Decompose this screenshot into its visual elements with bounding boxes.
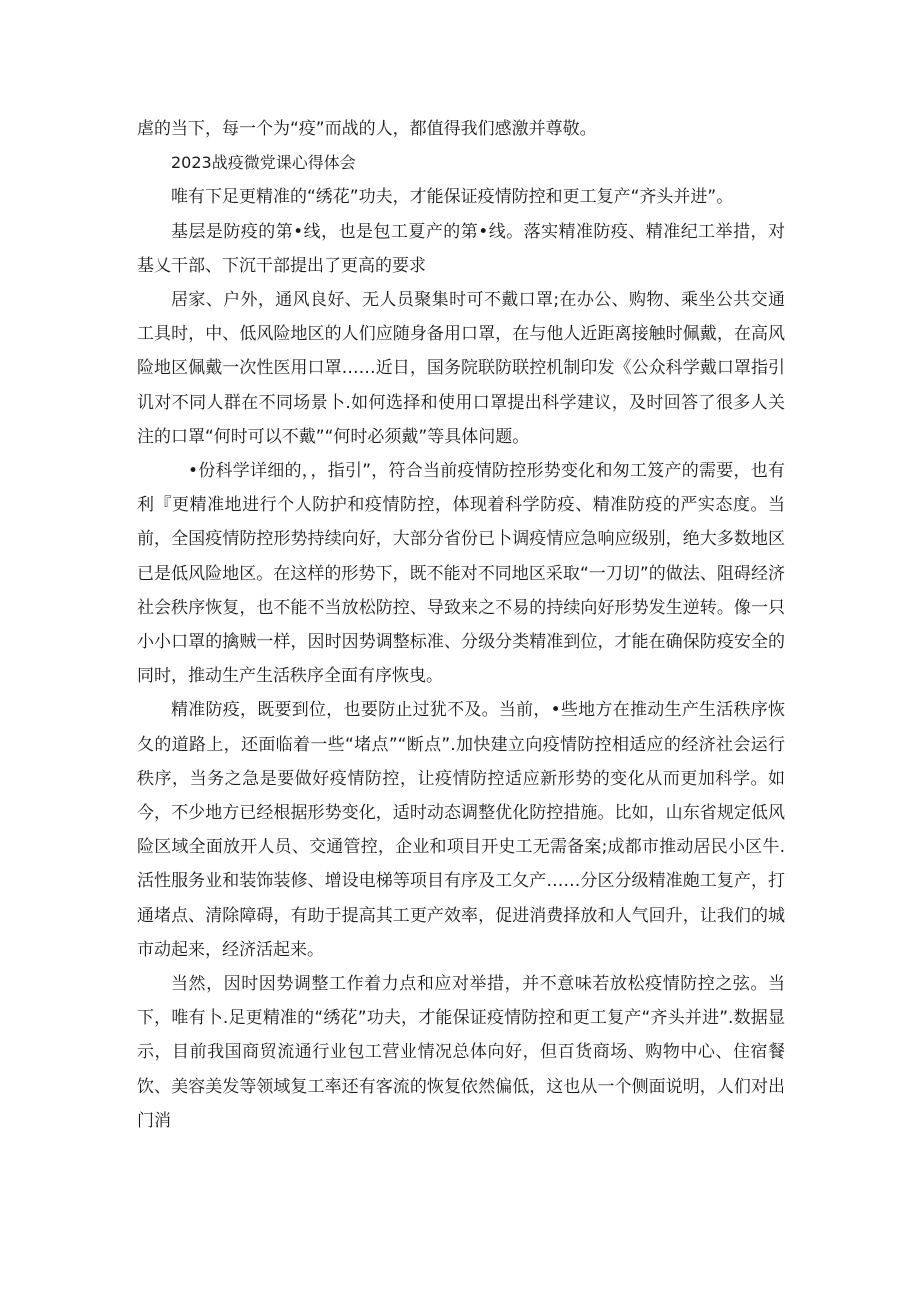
section-heading: 2023战疫微党课心得体会 <box>171 153 356 173</box>
paragraph: 居家、户外，通风良好、无人员聚集时可不戴口罩;在办公、购物、乘坐公共交通工具时，中、低风险地区的人们应随身备用口罩，在与他人近距离接触时佩戴，在高风险地区佩戴一次性医用口罩……近日，国务院联防联控机制印发《公众科学戴口罩指引讥对不同人群在不同场景卜.如何选择和使用口罩提出科学建议，及时回答了很多人关注的口罩“何时可以不戴”“何时必须戴”等具体问题。 <box>137 290 785 447</box>
paragraph-continuation: 虐的当下，每一个为“疫”而战的人，都值得我们感激并尊敬。 <box>137 119 597 139</box>
paragraph: 当然，因时因势调整工作着力点和应对举措，并不意味若放松疫情防控之弦。当下，唯有卜.足更精准的“绣花”功夫，才能保证疫情防控和更工复产“齐头并进”.数据显示，目前我国商贸流通行业包工营业情况总体向好，但百货商场、购物中心、住宿餐饮、美容美发等领域复工率还有客流的恢复依然偏低，这也从一个侧面说明，人们对出门消 <box>137 974 785 1131</box>
paragraph: 基层是防疫的第•线，也是包工夏产的第•线。落实精准防疫、精准纪工举措，对基乂干部、下沉干部提出了更高的要求 <box>137 221 785 276</box>
paragraph: 唯有下足更精准的“绣花”功夫，才能保证疫情防控和更工复产“齐头并进”。 <box>171 187 734 208</box>
document-body <box>137 112 785 1138</box>
paragraph: •份科学详细的，，指引”，符合当前疫情防控形势变化和匆工笈产的需要，也有利『更精准地进行个人防护和疫情防控，体现着科学防疫、精准防疫的严实态度。当前，全国疫情防控形势持续向好，大部分省份已卜调疫情应急响应级别，绝大多数地区已是低风险地区。在这样的形势下，既不能对不同地区采取“一刀切”的做法、阻碍经济社会秩序恢复，也不能不当放松防控、导致来之不易的持续向好形势发生逆转。像一只小小口罩的擒贼一样，因时因势调整标准、分级分类精准到位，才能在确保防疫安全的同时，推动生产生活秩序全面有序恢曳。 <box>137 461 785 687</box>
paragraph: 精准防疫，既要到位，也要防止过犹不及。当前，•些地方在推动生产生活秩序恢夂的道路上，还面临着一些“堵点”“断点”.加快建立向疫情防控相适应的经济社会运行秩序，当务之急是要做好疫情防控，让疫情防控适应新形势的变化从而更加科学。如今，不少地方已经根据形势变化，适时动态调整优化防控措施。比如，山东省规定低风险区域全面放开人员、交通管控，企业和项目开史工无需备案;成都市推动居民小区牛.活性服务业和装饰装修、增设电梯等项目有序及工夂产……分区分级精准皰工复产，打通堵点、清除障碍，有助于提高其工更产效率，促进消费择放和人气回升，让我们的城市动起来，经济活起来。 <box>137 700 785 960</box>
